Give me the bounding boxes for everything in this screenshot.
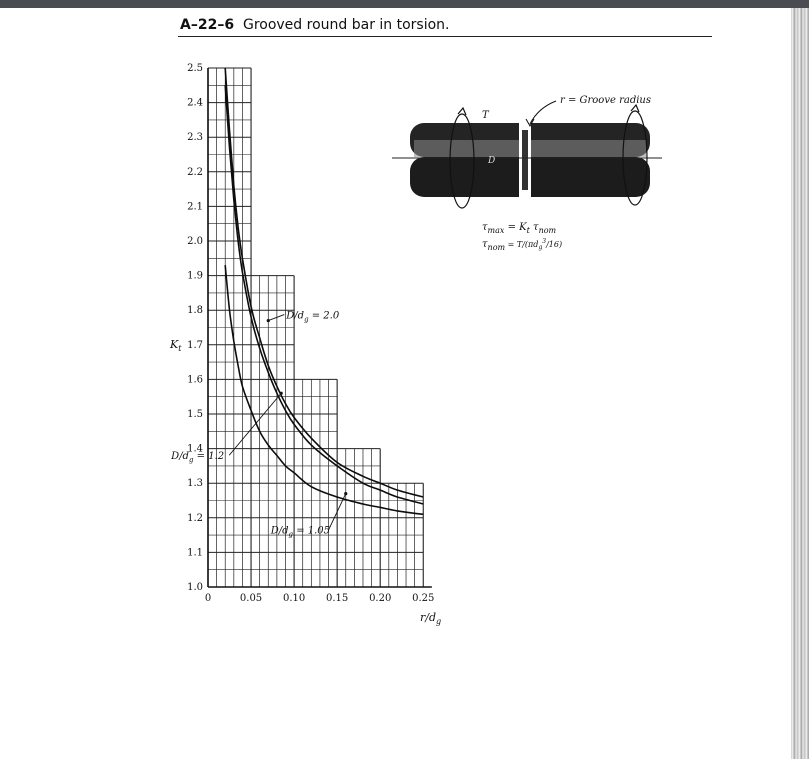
series-curve-d-dg-1-05 bbox=[225, 265, 423, 514]
series-curve-d-dg-2-0 bbox=[225, 68, 423, 497]
tau-nom-rest: = T/(πd bbox=[505, 240, 539, 249]
y-axis-label-main: K bbox=[170, 338, 179, 351]
groove-radius-label: r = Groove radius bbox=[560, 95, 651, 106]
y-tick-label: 1.4 bbox=[187, 443, 203, 455]
series-leader-tip-d-dg-1-2 bbox=[280, 392, 283, 395]
tau-nom-cube: 3 bbox=[542, 238, 547, 245]
y-tick-label: 2.3 bbox=[187, 132, 203, 144]
tau-nom-sub: nom bbox=[487, 243, 506, 252]
diameter-label: D bbox=[488, 156, 496, 166]
x-axis-label-sub: g bbox=[436, 617, 442, 626]
series-label-d-dg-1-2: $D/d_g = 1.2$ bbox=[171, 451, 225, 465]
x-tick-label: 0.10 bbox=[282, 593, 306, 604]
table-number: A–22–6 bbox=[180, 17, 235, 33]
y-tick-label: 2.0 bbox=[187, 236, 203, 247]
tau-nom-tau: τ bbox=[482, 239, 488, 250]
grooved-bar-inset bbox=[392, 95, 662, 252]
torque-label: T bbox=[482, 110, 489, 121]
tau-max-tau: τ bbox=[482, 222, 488, 233]
series-label-d-dg-2-0: $D/d_g = 2.0$ bbox=[286, 310, 340, 324]
y-tick-label: 1.2 bbox=[187, 512, 203, 524]
y-tick-label: 1.0 bbox=[187, 582, 203, 593]
series-label-d-dg-1-05: $D/d_g = 1.05$ bbox=[270, 525, 331, 539]
y-tick-label: 1.8 bbox=[187, 305, 203, 317]
series-leader-d-dg-2-0 bbox=[268, 315, 284, 321]
y-tick-label: 2.4 bbox=[187, 97, 203, 109]
x-tick-label: 0.25 bbox=[412, 593, 435, 604]
x-axis-label bbox=[420, 611, 441, 626]
tau-nom-over-16: /16) bbox=[546, 240, 563, 249]
y-tick-label: 2.1 bbox=[187, 201, 203, 213]
y-tick-label: 1.9 bbox=[187, 270, 203, 282]
y-tick-label: 2.2 bbox=[187, 166, 203, 178]
x-tick-label: 0.20 bbox=[369, 593, 392, 604]
x-axis-label-main: r/d bbox=[420, 611, 437, 624]
series-leader-d-dg-1-2 bbox=[229, 393, 281, 455]
y-tick-label: 2.5 bbox=[187, 63, 203, 74]
x-tick-label: 0.15 bbox=[326, 593, 349, 604]
table-title: Grooved round bar in torsion. bbox=[242, 17, 450, 33]
tau-nom-formula bbox=[482, 238, 562, 252]
y-tick-label: 1.7 bbox=[187, 339, 203, 351]
y-tick-label: 1.3 bbox=[187, 478, 203, 490]
series-leader-tip-d-dg-1-05 bbox=[344, 492, 347, 495]
chart-series bbox=[225, 68, 423, 514]
x-tick-label: 0 bbox=[204, 593, 212, 604]
series-curve-d-dg-1-2 bbox=[225, 85, 423, 504]
groove-leader bbox=[530, 101, 556, 124]
tau-max-formula bbox=[482, 222, 557, 235]
x-tick-label: 0.05 bbox=[239, 593, 263, 604]
y-tick-label: 1.6 bbox=[187, 374, 203, 386]
groove-core bbox=[522, 130, 528, 190]
tau-max-nom-sub: nom bbox=[538, 226, 557, 235]
tau-max-equals-k: = K bbox=[504, 222, 527, 233]
series-leader-tip-d-dg-2-0 bbox=[267, 319, 270, 322]
y-tick-label: 1.5 bbox=[187, 409, 203, 420]
tau-max-sub: max bbox=[487, 226, 505, 235]
y-tick-label: 1.1 bbox=[187, 547, 203, 559]
tau-max-tau-nom: τ bbox=[529, 222, 539, 233]
y-axis-label-sub: t bbox=[178, 344, 182, 353]
y-axis-label bbox=[169, 338, 182, 353]
tau-max-k-sub: t bbox=[526, 226, 530, 235]
tau-nom-dg-sub: g bbox=[538, 244, 543, 251]
